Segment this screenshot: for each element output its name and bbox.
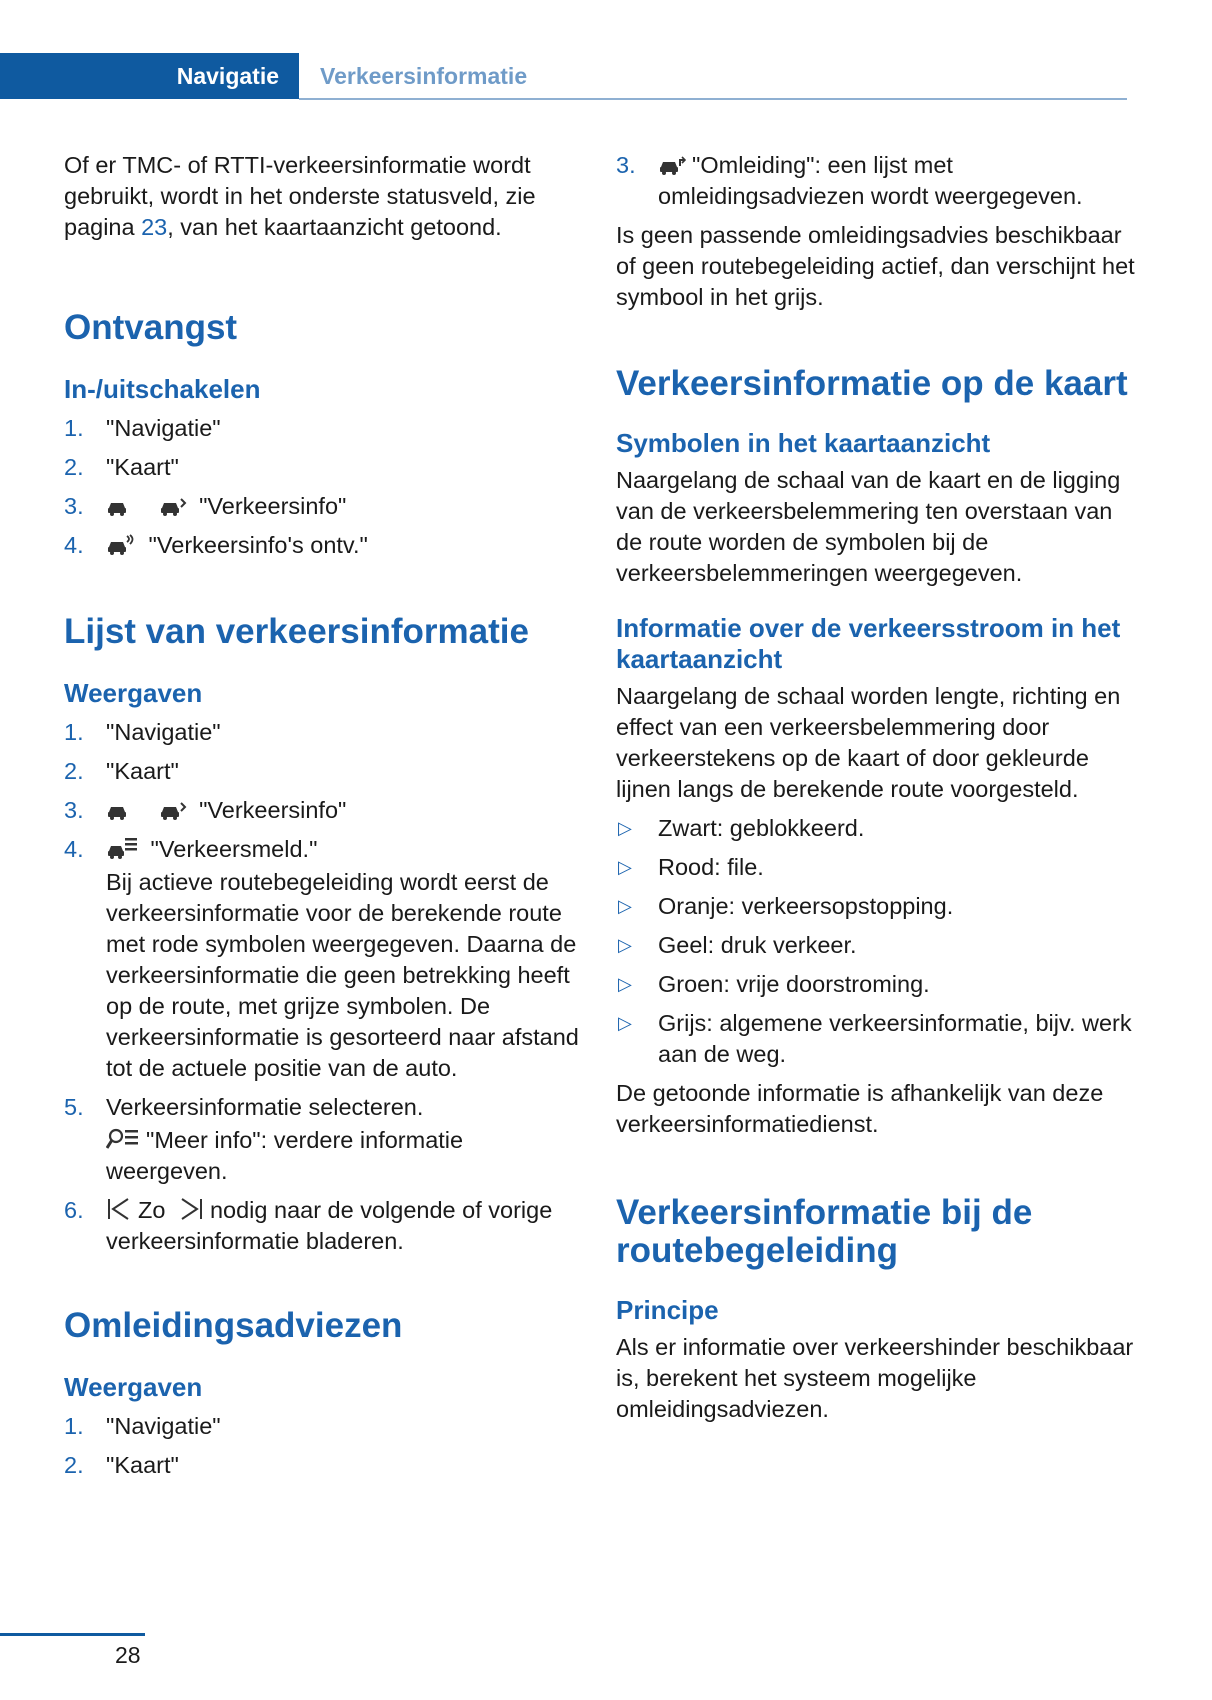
traffic-car-icon <box>159 497 187 517</box>
bullet-triangle-icon: ▷ <box>618 974 632 994</box>
list-item <box>64 413 584 444</box>
list-item <box>64 1450 584 1481</box>
list-text: "Verkeersinfo" <box>199 493 347 519</box>
list-number: 6. <box>64 1197 84 1223</box>
list-number: 2. <box>64 758 84 784</box>
list-item <box>616 150 1136 212</box>
list-item <box>64 491 584 522</box>
list-number: 3. <box>64 797 84 823</box>
color-legend-list <box>616 813 1136 1070</box>
list-item <box>616 969 1136 1000</box>
car-icon <box>106 499 128 517</box>
list-text: "Verkeersmeld." <box>150 836 318 862</box>
list-text: Oranje: verkeersopstopping. <box>658 893 954 919</box>
list-text: Groen: vrije doorstroming. <box>658 971 930 997</box>
list-text: "Verkeersinfo's ontv." <box>148 532 368 558</box>
list-item <box>616 930 1136 961</box>
list-text: Rood: file. <box>658 854 764 880</box>
paragraph-getoond: De getoonde informatie is afhankelijk van deze verkeersinformatiedienst. <box>616 1080 1104 1137</box>
list-number: 2. <box>64 1452 84 1478</box>
steps-list-ontvangst <box>64 413 584 561</box>
heading-principe: Principe <box>616 1295 719 1325</box>
bullet-triangle-icon: ▷ <box>618 896 632 916</box>
list-text: "Verkeersinfo" <box>199 797 347 823</box>
chapter-tab <box>0 53 299 99</box>
heading-weergaven-2: Weergaven <box>64 1372 203 1402</box>
heading-kaart: Verkeersinformatie op de kaart <box>616 364 1128 403</box>
heading-verkeersstroom: Informatie over de verkeersstroom in het kaartaanzicht <box>616 613 1121 674</box>
list-number: 3. <box>64 493 84 519</box>
list-text: Verkeersinformatie selecteren. <box>106 1094 424 1120</box>
list-text: Grijs: algemene verkeersinformatie, bijv. werk aan de weg. <box>658 1010 1132 1067</box>
heading-in-uitschakelen: In-/uitschakelen <box>64 374 261 404</box>
list-item <box>616 813 1136 844</box>
detour-icon <box>658 156 686 176</box>
list-text: "Kaart" <box>106 1452 179 1478</box>
list-text: "Omleiding": een lijst met omleidingsadviezen wordt weergegeven. <box>658 152 1083 209</box>
list-number: 1. <box>64 719 84 745</box>
list-item <box>64 1195 584 1257</box>
steps-list-omleiding <box>64 1411 584 1481</box>
bullet-triangle-icon: ▷ <box>618 857 632 877</box>
page-link[interactable]: 23 <box>141 214 168 240</box>
heading-weergaven-1: Weergaven <box>64 678 203 708</box>
paragraph-verkeersstroom: Naargelang de schaal worden lengte, richting en effect van een verkeersbelemmering door verkeerstekens op de kaart of door gekleurde lijnen langs de berekende route voorgesteld. <box>616 683 1121 802</box>
more-info-icon <box>106 1127 140 1151</box>
list-number: 5. <box>64 1094 84 1120</box>
paragraph-principe: Als er informatie over verkeershinder beschikbaar is, berekent het systeem mogelijke omleidingsadviezen. <box>616 1334 1134 1422</box>
heading-routebegeleiding: Verkeersinformatie bij de routebegeleiding <box>616 1193 1033 1270</box>
bullet-triangle-icon: ▷ <box>618 1013 632 1033</box>
list-text: "Navigatie" <box>106 1413 221 1439</box>
list-number: 2. <box>64 454 84 480</box>
list-item <box>616 891 1136 922</box>
previous-icon <box>106 1197 132 1221</box>
footer-rule <box>0 1633 145 1636</box>
list-item <box>64 1092 584 1123</box>
traffic-reception-icon <box>106 534 136 556</box>
steps-list-lijst <box>64 717 584 1257</box>
list-item <box>64 834 584 865</box>
list-item <box>616 852 1136 883</box>
list-number: 3. <box>616 152 636 178</box>
list-item <box>64 717 584 748</box>
paragraph-symbolen: Naargelang de schaal van de kaart en de ligging van de verkeersbelemmering ten overstaan van de route worden de symbolen bij de verkeersbelemmeringen weergegeven. <box>616 467 1121 586</box>
list-text: nodig naar de volgende of vorige verkeersinformatie bladeren. <box>106 1197 553 1254</box>
page-number: 28 <box>115 1642 141 1668</box>
intro-paragraph <box>64 150 584 243</box>
left-column <box>64 150 584 1489</box>
traffic-list-icon <box>106 836 138 860</box>
intro-text: Of er TMC- of RTTI-verkeersinformatie wordt gebruikt, wordt in het onderste statusveld, zie pagina <box>64 152 536 240</box>
header-rule <box>299 98 1127 100</box>
list-text: "Kaart" <box>106 758 179 784</box>
list-note: Bij actieve routebegeleiding wordt eerst de verkeersinformatie voor de berekende route met rode symbolen weergegeven. Daarna de verkeersinformatie die geen betrekking heeft op de route, met grijze symbolen. De verkeersinformatie is gesorteerd naar afstand tot de actuele positie van de auto. <box>106 869 579 1081</box>
car-icon <box>106 803 128 821</box>
bullet-triangle-icon: ▷ <box>618 935 632 955</box>
list-number: 1. <box>64 415 84 441</box>
list-number: 1. <box>64 1413 84 1439</box>
bullet-triangle-icon: ▷ <box>618 818 632 838</box>
list-item <box>64 530 584 561</box>
next-icon <box>178 1197 204 1221</box>
section-title: Verkeersinformatie <box>320 63 528 89</box>
list-text: "Navigatie" <box>106 415 221 441</box>
chapter-title: Navigatie <box>176 63 279 89</box>
intro-text-end: , van het kaartaanzicht getoond. <box>167 214 502 240</box>
heading-omleidingsadviezen: Omleidingsadviezen <box>64 1306 403 1345</box>
list-text: Zwart: geblokkeerd. <box>658 815 865 841</box>
list-number: 4. <box>64 532 84 558</box>
heading-ontvangst: Ontvangst <box>64 308 238 347</box>
list-item <box>64 756 584 787</box>
list-note-text: "Meer info": verdere informatie weergeven. <box>106 1127 464 1184</box>
paragraph-geen-advies: Is geen passende omleidingsadvies beschikbaar of geen routebegeleiding actief, dan verschijnt het symbool in het grijs. <box>616 222 1135 310</box>
list-item <box>616 1008 1136 1070</box>
heading-lijst: Lijst van verkeersinformatie <box>64 612 529 651</box>
list-text: Geel: druk verkeer. <box>658 932 857 958</box>
list-text: Zo <box>138 1197 166 1223</box>
traffic-car-icon <box>159 801 187 821</box>
list-text: "Navigatie" <box>106 719 221 745</box>
list-item <box>64 1411 584 1442</box>
list-item <box>64 795 584 826</box>
list-note <box>64 1125 584 1187</box>
list-number: 4. <box>64 836 84 862</box>
list-item <box>64 452 584 483</box>
right-column <box>616 150 1136 1425</box>
list-text: "Kaart" <box>106 454 179 480</box>
heading-symbolen: Symbolen in het kaartaanzicht <box>616 428 991 458</box>
